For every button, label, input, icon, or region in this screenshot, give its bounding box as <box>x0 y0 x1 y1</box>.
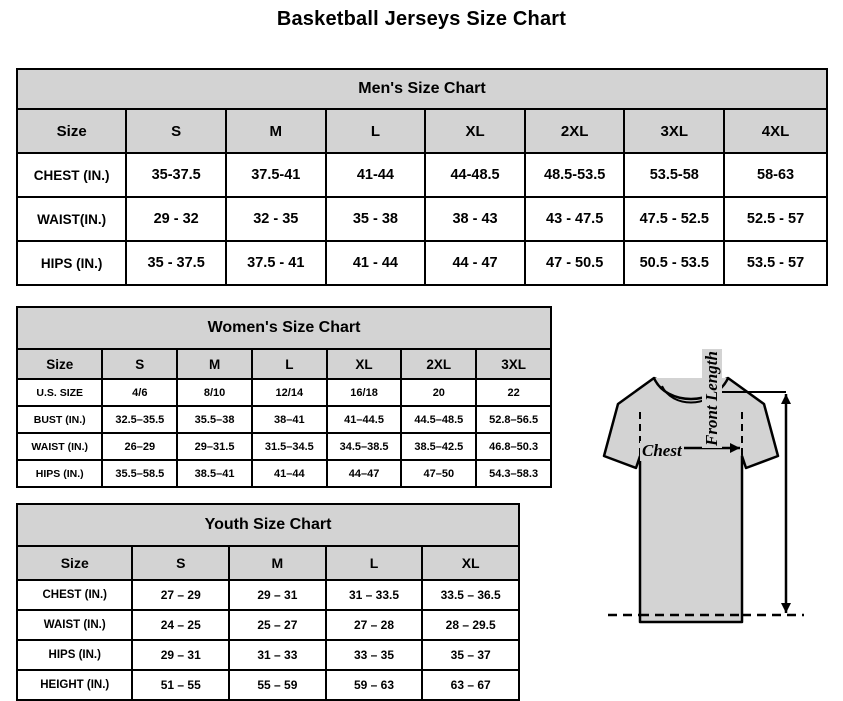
mens-row-label: CHEST (IN.) <box>17 153 126 197</box>
table-row <box>17 153 827 197</box>
womens-cell: 20 <box>401 379 476 406</box>
womens-cell: 38–41 <box>252 406 327 433</box>
womens-header-cell: XL <box>327 349 402 379</box>
youth-header-cell: Size <box>17 546 132 580</box>
mens-cell: 50.5 - 53.5 <box>624 241 724 285</box>
mens-cell: 44 - 47 <box>425 241 525 285</box>
table-row <box>17 406 551 433</box>
mens-header-cell: XL <box>425 109 525 153</box>
mens-header-cell: M <box>226 109 326 153</box>
womens-cell: 46.8–50.3 <box>476 433 551 460</box>
front-length-arrow-top <box>781 394 791 404</box>
youth-cell: 25 – 27 <box>229 610 326 640</box>
table-row <box>17 307 551 349</box>
mens-cell: 52.5 - 57 <box>724 197 827 241</box>
chest-measure-label: Chest <box>642 441 682 460</box>
womens-header-cell: 2XL <box>401 349 476 379</box>
youth-header-cell: XL <box>422 546 519 580</box>
mens-cell: 41 - 44 <box>326 241 426 285</box>
womens-cell: 8/10 <box>177 379 252 406</box>
mens-cell: 29 - 32 <box>126 197 226 241</box>
table-row <box>17 640 519 670</box>
youth-cell: 59 – 63 <box>326 670 423 700</box>
womens-cell: 38.5–41 <box>177 460 252 487</box>
mens-cell: 35-37.5 <box>126 153 226 197</box>
mens-cell: 47 - 50.5 <box>525 241 625 285</box>
mens-cell: 53.5-58 <box>624 153 724 197</box>
youth-cell: 51 – 55 <box>132 670 229 700</box>
mens-cell: 47.5 - 52.5 <box>624 197 724 241</box>
youth-row-label: HIPS (IN.) <box>17 640 132 670</box>
mens-cell: 53.5 - 57 <box>724 241 827 285</box>
table-row <box>17 610 519 640</box>
womens-cell: 52.8–56.5 <box>476 406 551 433</box>
womens-header-cell: L <box>252 349 327 379</box>
table-row <box>17 109 827 153</box>
mens-cell: 43 - 47.5 <box>525 197 625 241</box>
mens-cell: 44-48.5 <box>425 153 525 197</box>
youth-cell: 55 – 59 <box>229 670 326 700</box>
mens-cell: 35 - 38 <box>326 197 426 241</box>
mens-header-cell: 2XL <box>525 109 625 153</box>
womens-table <box>16 306 552 488</box>
womens-row-label: HIPS (IN.) <box>17 460 102 487</box>
womens-header-cell: 3XL <box>476 349 551 379</box>
youth-table <box>16 503 520 701</box>
youth-cell: 31 – 33.5 <box>326 580 423 610</box>
jersey-illustration-icon <box>546 360 836 650</box>
mens-cell: 37.5 - 41 <box>226 241 326 285</box>
shirt-measurement-diagram <box>546 360 836 660</box>
table-row <box>17 69 827 109</box>
womens-size-chart <box>16 306 552 488</box>
youth-cell: 29 – 31 <box>132 640 229 670</box>
womens-cell: 41–44.5 <box>327 406 402 433</box>
mens-header-cell: 4XL <box>724 109 827 153</box>
mens-cell: 58-63 <box>724 153 827 197</box>
womens-cell: 31.5–34.5 <box>252 433 327 460</box>
womens-cell: 32.5–35.5 <box>102 406 177 433</box>
womens-header-cell: Size <box>17 349 102 379</box>
youth-size-chart <box>16 503 520 701</box>
womens-cell: 41–44 <box>252 460 327 487</box>
table-row <box>17 504 519 546</box>
mens-cell: 32 - 35 <box>226 197 326 241</box>
youth-cell: 29 – 31 <box>229 580 326 610</box>
youth-cell: 27 – 28 <box>326 610 423 640</box>
youth-cell: 35 – 37 <box>422 640 519 670</box>
youth-cell: 31 – 33 <box>229 640 326 670</box>
mens-cell: 37.5-41 <box>226 153 326 197</box>
mens-cell: 35 - 37.5 <box>126 241 226 285</box>
table-row <box>17 433 551 460</box>
table-row <box>17 379 551 406</box>
mens-cell: 38 - 43 <box>425 197 525 241</box>
table-row <box>17 460 551 487</box>
womens-header-cell: S <box>102 349 177 379</box>
mens-row-label: HIPS (IN.) <box>17 241 126 285</box>
youth-banner: Youth Size Chart <box>17 504 519 546</box>
table-row <box>17 241 827 285</box>
table-row <box>17 546 519 580</box>
womens-cell: 22 <box>476 379 551 406</box>
womens-cell: 12/14 <box>252 379 327 406</box>
womens-cell: 47–50 <box>401 460 476 487</box>
womens-cell: 16/18 <box>327 379 402 406</box>
youth-cell: 27 – 29 <box>132 580 229 610</box>
womens-row-label: BUST (IN.) <box>17 406 102 433</box>
womens-header-cell: M <box>177 349 252 379</box>
mens-cell: 48.5-53.5 <box>525 153 625 197</box>
youth-header-cell: S <box>132 546 229 580</box>
youth-row-label: HEIGHT (IN.) <box>17 670 132 700</box>
youth-cell: 33 – 35 <box>326 640 423 670</box>
youth-row-label: CHEST (IN.) <box>17 580 132 610</box>
womens-row-label: U.S. SIZE <box>17 379 102 406</box>
womens-cell: 29–31.5 <box>177 433 252 460</box>
womens-cell: 26–29 <box>102 433 177 460</box>
womens-row-label: WAIST (IN.) <box>17 433 102 460</box>
womens-cell: 35.5–38 <box>177 406 252 433</box>
womens-cell: 38.5–42.5 <box>401 433 476 460</box>
womens-cell: 44.5–48.5 <box>401 406 476 433</box>
table-row <box>17 197 827 241</box>
womens-cell: 35.5–58.5 <box>102 460 177 487</box>
womens-cell: 44–47 <box>327 460 402 487</box>
mens-header-cell: L <box>326 109 426 153</box>
womens-cell: 54.3–58.3 <box>476 460 551 487</box>
womens-cell: 34.5–38.5 <box>327 433 402 460</box>
mens-header-cell: Size <box>17 109 126 153</box>
mens-table <box>16 68 828 286</box>
page-title: Basketball Jerseys Size Chart <box>276 8 567 30</box>
youth-cell: 33.5 – 36.5 <box>422 580 519 610</box>
table-row <box>17 670 519 700</box>
womens-banner: Women's Size Chart <box>17 307 551 349</box>
front-length-arrow-bottom <box>781 603 791 613</box>
youth-header-cell: M <box>229 546 326 580</box>
youth-cell: 63 – 67 <box>422 670 519 700</box>
table-row <box>17 349 551 379</box>
youth-cell: 28 – 29.5 <box>422 610 519 640</box>
youth-row-label: WAIST (IN.) <box>17 610 132 640</box>
mens-size-chart <box>16 68 828 286</box>
womens-cell: 4/6 <box>102 379 177 406</box>
mens-header-cell: 3XL <box>624 109 724 153</box>
front-length-measure-label: Front Length <box>702 351 721 446</box>
youth-header-cell: L <box>326 546 423 580</box>
mens-row-label: WAIST(IN.) <box>17 197 126 241</box>
youth-cell: 24 – 25 <box>132 610 229 640</box>
mens-cell: 41-44 <box>326 153 426 197</box>
mens-banner: Men's Size Chart <box>17 69 827 109</box>
mens-header-cell: S <box>126 109 226 153</box>
shirt-outline <box>604 378 778 622</box>
table-row <box>17 580 519 610</box>
